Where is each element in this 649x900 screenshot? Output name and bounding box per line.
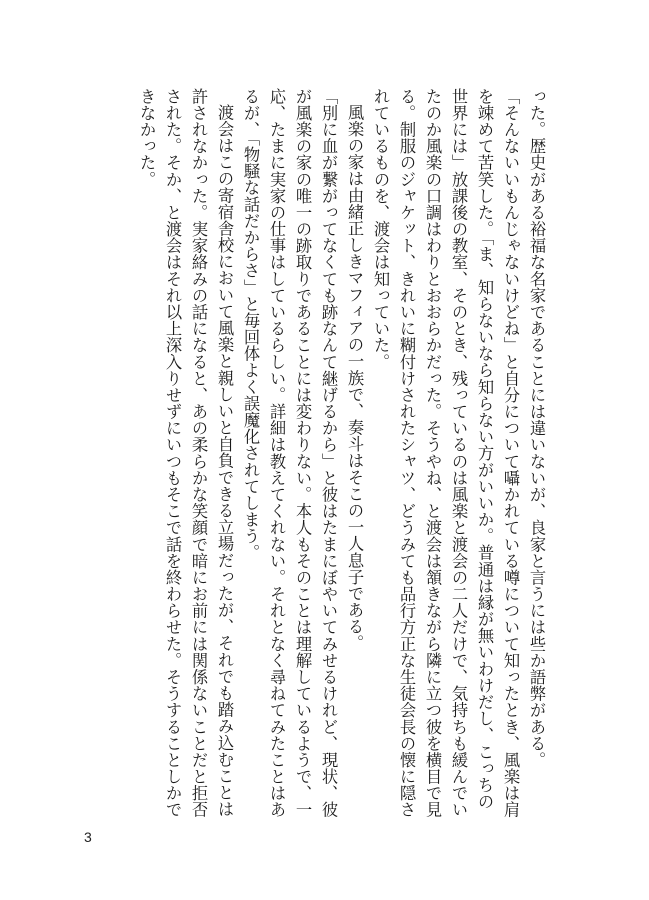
page-number: 3: [84, 829, 92, 845]
paragraph-4: 「別に血が繋がってなくても跡なんて継げるから」と彼はたまにぼやいてみせるけれど、現状、彼が風楽の家の唯一の跡取りであることには変わりない。本人もそのことは理解しているようで、一応、たまに実家の仕事はしているらしい。詳細は教えてくれない。それとなく尋ねてみたことはあるが、「物騒な話だからさ」と毎回体よく誤魔化されてしまう。: [241, 88, 338, 818]
paragraph-2: 「そんないいもんじゃないけどね」と自分について囁かれている噂について知ったとき、風楽は肩を竦めて苦笑した。「ま、知らないなら知らない方がいいか。普通は縁が無いわけだし、こっちの世界には」放課後の教室、そのとき、残っているのは風楽と渡会の二人だけで、気持ちも緩んでいたのか風楽の口調はわりとおおらかだった。そうやね、と渡会は頷きながら隣に立つ彼を横目で見る。制服のジャケット、きれいに糊付けされたシャツ、どうみても品行方正な生徒会長の懐に隠されているものを、渡会は知っていた。: [371, 88, 520, 818]
vertical-body-text: [109, 88, 549, 818]
paragraph-5: 渡会はこの寄宿舎校において風楽と親しいと自負できる立場だったが、それでも踏み込むことは許されなかった。実家絡みの話になると、あの柔らかな笑顔で暗にお前には関係ないことだと拒否された。そか、と渡会はそれ以上深入りせずにいつもそこで話を終わらせた。そうすることしかできなかった。: [137, 88, 234, 818]
paragraph-3: 風楽の家は由緒正しきマフィアの一族で、奏斗はそこの一人息子である。: [345, 104, 364, 652]
paragraph-1: った。歴史がある裕福な名家であることには違いないが、良家と言うには些か語弊がある。: [527, 88, 546, 769]
